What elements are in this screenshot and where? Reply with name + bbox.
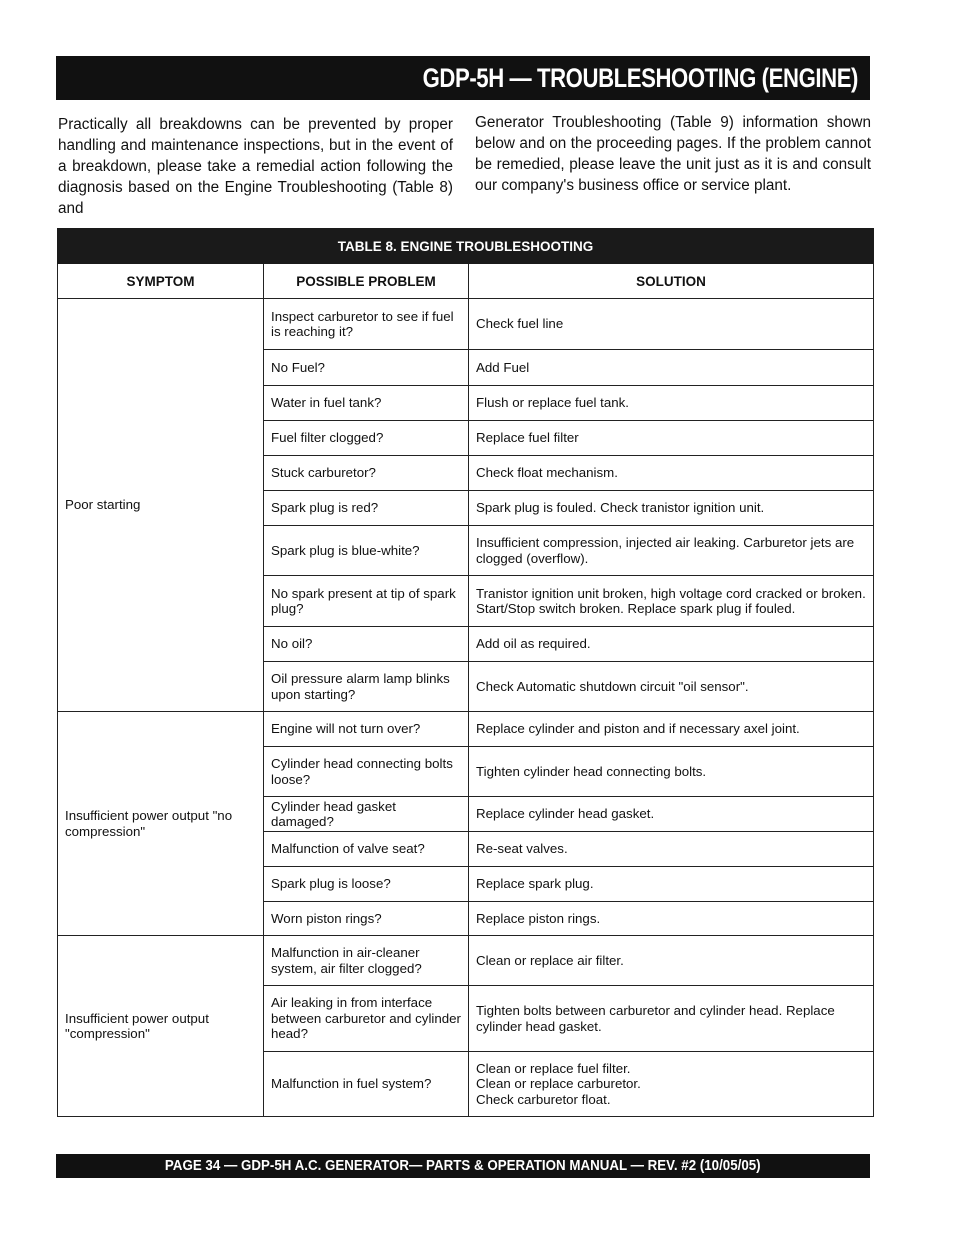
solution-cell: Check float mechanism. bbox=[469, 456, 874, 491]
solution-cell: Re-seat valves. bbox=[469, 832, 874, 867]
table-body bbox=[58, 299, 874, 1117]
table-row bbox=[58, 712, 874, 747]
solution-cell: Tighten cylinder head connecting bolts. bbox=[469, 747, 874, 797]
symptom-cell: Poor starting bbox=[58, 299, 264, 712]
solution-cell: Flush or replace fuel tank. bbox=[469, 386, 874, 421]
troubleshooting-table-container bbox=[57, 228, 873, 1117]
table-caption: TABLE 8. ENGINE TROUBLESHOOTING bbox=[58, 229, 874, 264]
possible-problem-cell: Malfunction in air-cleaner system, air filter clogged? bbox=[264, 936, 469, 986]
solution-cell: Replace spark plug. bbox=[469, 867, 874, 902]
possible-problem-cell: Worn piston rings? bbox=[264, 902, 469, 936]
solution-cell: Check fuel line bbox=[469, 299, 874, 350]
solution-cell: Clean or replace air filter. bbox=[469, 936, 874, 986]
possible-problem-cell: Cylinder head connecting bolts loose? bbox=[264, 747, 469, 797]
solution-cell: Replace cylinder head gasket. bbox=[469, 797, 874, 832]
table-row bbox=[58, 936, 874, 986]
solution-cell: Replace fuel filter bbox=[469, 421, 874, 456]
solution-cell: Insufficient compression, injected air leaking. Carburetor jets are clogged (overflow). bbox=[469, 526, 874, 576]
solution-cell: Tighten bolts between carburetor and cylinder head. Replace cylinder head gasket. bbox=[469, 986, 874, 1052]
possible-problem-cell: Spark plug is loose? bbox=[264, 867, 469, 902]
solution-cell: Check Automatic shutdown circuit "oil sensor". bbox=[469, 662, 874, 712]
solution-cell: Spark plug is fouled. Check tranistor ignition unit. bbox=[469, 491, 874, 526]
symptom-cell: Insufficient power output "no compression" bbox=[58, 712, 264, 936]
solution-cell: Replace cylinder and piston and if necessary axel joint. bbox=[469, 712, 874, 747]
possible-problem-cell: Spark plug is red? bbox=[264, 491, 469, 526]
symptom-cell: Insufficient power output "compression" bbox=[58, 936, 264, 1117]
possible-problem-cell: No spark present at tip of spark plug? bbox=[264, 576, 469, 627]
intro-paragraph-left: Practically all breakdowns can be prevented by proper handling and maintenance inspections, but in the event of a breakdown, please take a remedial action following the diagnosis based on the Engine Troubleshooting (Table 8) and bbox=[58, 116, 453, 217]
intro-paragraph-right: Generator Troubleshooting (Table 9) information shown below and on the proceeding pages. If the problem cannot be remedied, please leave the unit just as it is and consult our company's business office or service plant. bbox=[475, 114, 871, 194]
possible-problem-cell: No Fuel? bbox=[264, 350, 469, 386]
solution-cell: Add oil as required. bbox=[469, 627, 874, 662]
page-header-bar bbox=[56, 56, 870, 100]
solution-cell: Replace piston rings. bbox=[469, 902, 874, 936]
possible-problem-cell: Stuck carburetor? bbox=[264, 456, 469, 491]
possible-problem-cell: Inspect carburetor to see if fuel is reaching it? bbox=[264, 299, 469, 350]
page-footer-bar bbox=[56, 1154, 870, 1178]
page-title: GDP-5H — TROUBLESHOOTING (ENGINE) bbox=[422, 62, 858, 93]
column-header-possible-problem: POSSIBLE PROBLEM bbox=[264, 264, 469, 299]
possible-problem-cell: Water in fuel tank? bbox=[264, 386, 469, 421]
possible-problem-cell: Cylinder head gasket damaged? bbox=[264, 797, 469, 832]
possible-problem-cell: Fuel filter clogged? bbox=[264, 421, 469, 456]
solution-cell: Clean or replace fuel filter. Clean or replace carburetor. Check carburetor float. bbox=[469, 1052, 874, 1117]
solution-cell: Add Fuel bbox=[469, 350, 874, 386]
page-footer-text: PAGE 34 — GDP-5H A.C. GENERATOR— PARTS & OPERATION MANUAL — REV. #2 (10/05/05) bbox=[165, 1158, 761, 1174]
possible-problem-cell: Malfunction of valve seat? bbox=[264, 832, 469, 867]
column-header-symptom: SYMPTOM bbox=[58, 264, 264, 299]
solution-cell: Tranistor ignition unit broken, high voltage cord cracked or broken. Start/Stop switch broken. Replace spark plug if fouled. bbox=[469, 576, 874, 627]
possible-problem-cell: Malfunction in fuel system? bbox=[264, 1052, 469, 1117]
possible-problem-cell: Engine will not turn over? bbox=[264, 712, 469, 747]
possible-problem-cell: No oil? bbox=[264, 627, 469, 662]
column-header-solution: SOLUTION bbox=[469, 264, 874, 299]
table-row bbox=[58, 299, 874, 350]
engine-troubleshooting-table bbox=[57, 228, 874, 1117]
possible-problem-cell: Oil pressure alarm lamp blinks upon starting? bbox=[264, 662, 469, 712]
possible-problem-cell: Air leaking in from interface between carburetor and cylinder head? bbox=[264, 986, 469, 1052]
possible-problem-cell: Spark plug is blue-white? bbox=[264, 526, 469, 576]
